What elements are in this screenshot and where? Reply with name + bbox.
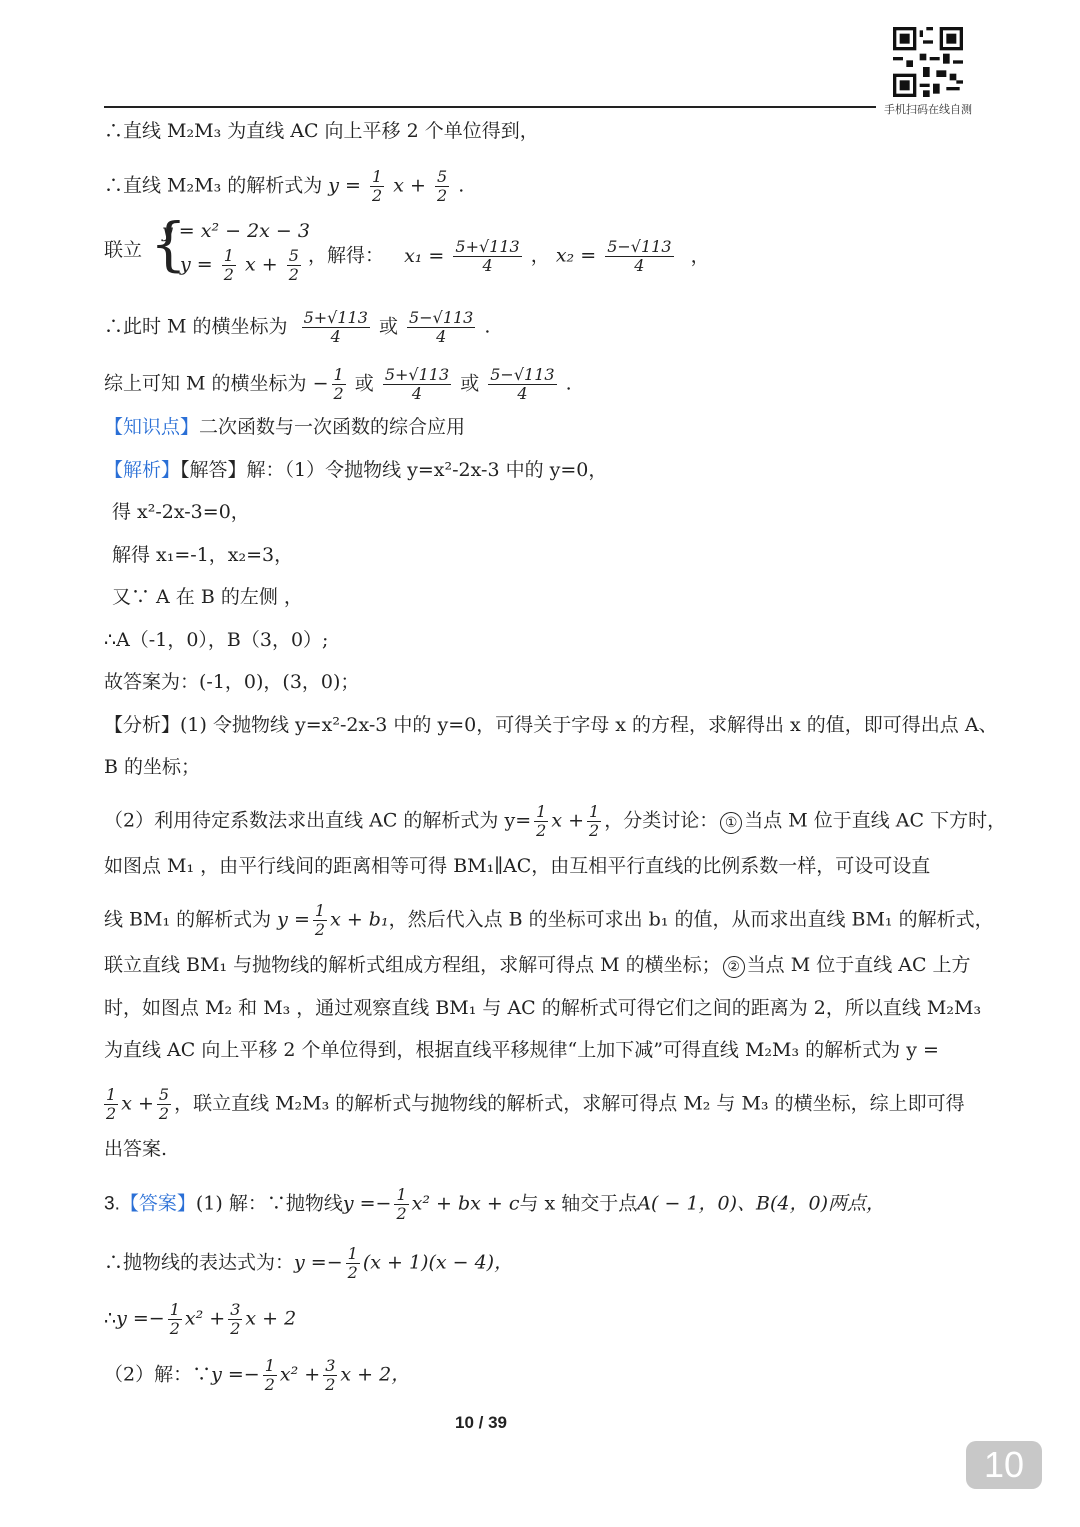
- brace: {: [150, 210, 187, 278]
- text-line: 【分析】(1) 令抛物线 y=x²-2x-3 中的 y=0，可得关于字母 x 的方程，求解得出 x 的值，即可得出点 A、: [104, 714, 998, 736]
- jx-tag: 【解析】: [104, 459, 181, 481]
- text: ∴直线 M₂M₃ 的解析式为: [104, 174, 323, 197]
- text-line: ∴A（-1，0），B（3，0）;: [104, 629, 329, 651]
- text-line: 联立直线 BM₁ 与抛物线的解析式组成方程组，求解可得点 M 的横坐标； ② 当点 M 位于直线 AC 上方: [104, 954, 971, 976]
- answer-line: （2）解：∵y =− $\frac{1}{2}$ x² + $\frac{3}{2}$ x + 2，: [104, 1356, 411, 1394]
- text: 联立: [104, 239, 143, 261]
- text-line: 为直线 AC 向上平移 2 个单位得到，根据直线平移规律“上加下减”可得直线 M₂M₃ 的解析式为 y =: [104, 1039, 939, 1061]
- system-eq-1: y = x² − 2x − 3: [162, 220, 310, 242]
- fraction: $\frac{1}{2}$: [372, 167, 383, 205]
- solution-line: ，解得： x₁ = $\frac{5+√113}{4}$ ， x₂ = $\frac{5-√113}{4}$ ，: [308, 237, 710, 275]
- text-line: B 的坐标；: [104, 756, 201, 778]
- text-line: 得 x²-2x-3=0，: [112, 501, 250, 523]
- answer-line: ∴y =− $\frac{1}{2}$ x² + $\frac{3}{2}$ x + 2: [104, 1300, 297, 1338]
- text-line: 解得 x₁=-1，x₂=3，: [112, 544, 294, 566]
- text-line: 故答案为：(-1，0)，(3，0)；: [104, 671, 360, 693]
- qr-code-icon: [893, 27, 963, 97]
- text-line: 线 BM₁ 的解析式为 y = $\frac{1}{2}$ x + b₁，然后代入点 B 的坐标可求出 b₁ 的值，从而求出直线 BM₁ 的解析式，: [104, 901, 994, 939]
- knowledge-point: 【知识点】二次函数与一次函数的综合应用: [104, 416, 466, 438]
- text-line: 出答案.: [104, 1138, 168, 1160]
- math: .: [458, 174, 465, 197]
- page-number: 10 / 39: [455, 1413, 507, 1432]
- analysis-header: 【解析】【解答】解：（1）令抛物线 y=x²-2x-3 中的 y=0，: [104, 459, 608, 481]
- equation-line: ∴此时 M 的横坐标为 $\frac{5+√113}{4}$ 或 $\frac{5-√113}{4}$ .: [104, 308, 491, 346]
- text-line: 如图点 M₁ ，由平行线间的距离相等可得 BM₁∥AC，由互相平行直线的比例系数一样，可设可设直: [104, 855, 931, 877]
- answer-line: 3.【答案】(1) 解：∵抛物线y =− $\frac{1}{2}$ x² + bx + c与 x 轴交于点A( − 1，0)、B(4，0)两点，: [104, 1185, 885, 1223]
- text-line: （2）利用待定系数法求出直线 AC 的解析式为 y= $\frac{1}{2}$ x + $\frac{1}{2}$ ，分类讨论： ① 当点 M 位于直线 AC 下方时，: [104, 802, 1007, 840]
- text-line: 时，如图点 M₂ 和 M₃ ，通过观察直线 BM₁ 与 AC 的解析式可得它们之间的距离为 2，所以直线 M₂M₃: [104, 997, 982, 1019]
- equation-line: [104, 168, 464, 205]
- kp-tag: 【知识点】: [104, 416, 200, 438]
- system-eq-2: y = $\frac{1}{2}$ x + $\frac{5}{2}$: [180, 246, 299, 284]
- text-line: ∴直线 M₂M₃ 为直线 AC 向上平移 2 个单位得到，: [104, 120, 539, 142]
- text-line: 又∵ A 在 B 的左侧 ，: [112, 586, 303, 608]
- header-rule: [104, 106, 876, 108]
- text-line: $\frac{1}{2}$ x + $\frac{5}{2}$ ，联立直线 M₂M₃ 的解析式与抛物线的解析式，求解可得点 M₂ 与 M₃ 的横坐标，综上即可得: [106, 1085, 965, 1123]
- answer-line: ∴抛物线的表达式为：y =− $\frac{1}{2}$ (x + 1)(x − 4)，: [104, 1244, 514, 1282]
- page-badge: 10: [966, 1441, 1042, 1489]
- qr-caption: 手机扫码在线自测: [884, 104, 972, 116]
- equation-line: 综上可知 M 的横坐标为 − $\frac{1}{2}$ 或 $\frac{5+√113}{4}$ 或 $\frac{5-√113}{4}$ .: [104, 365, 572, 403]
- fraction: $\frac{5}{2}$: [437, 167, 448, 205]
- math: x +: [393, 174, 426, 197]
- math: y =: [328, 174, 361, 197]
